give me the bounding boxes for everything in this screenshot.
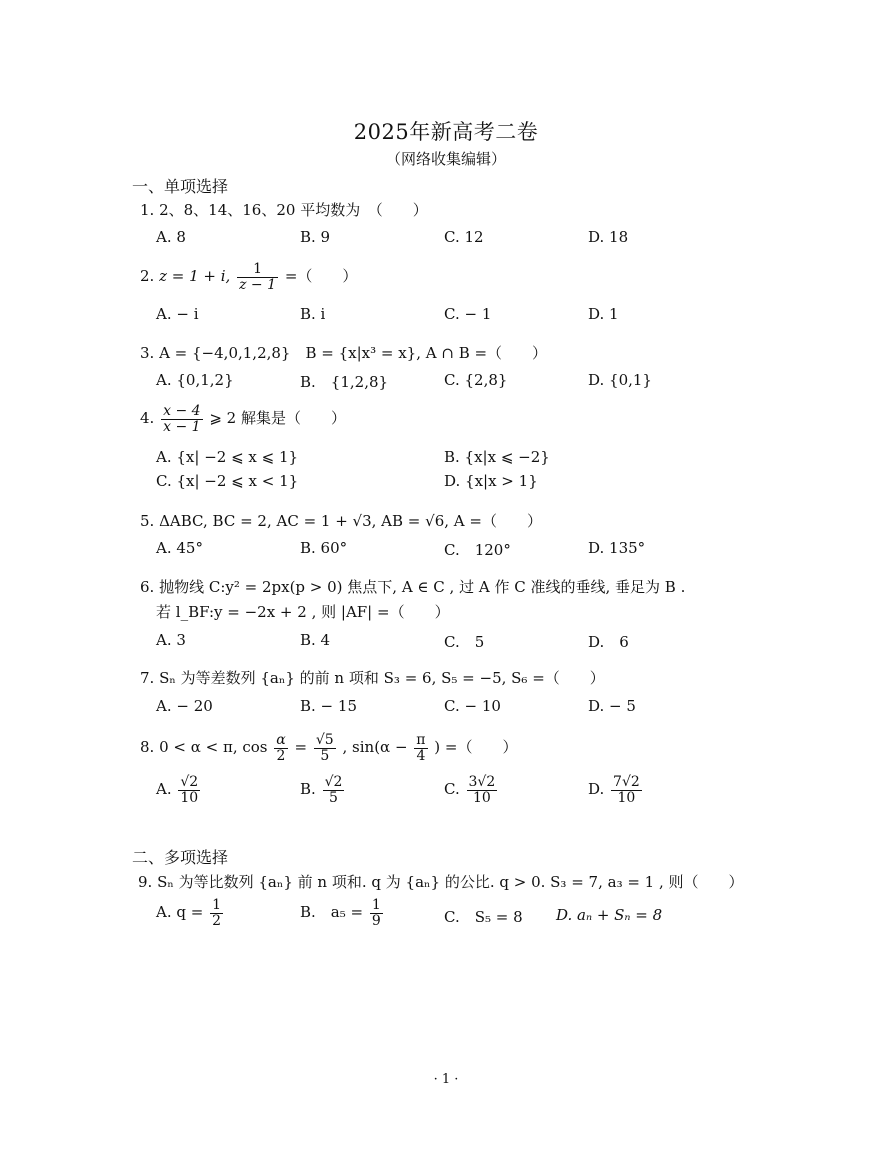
question-8-stem <box>140 733 517 763</box>
question-6-option-a: A. 3 <box>156 631 186 649</box>
section-heading-multiple-choice: 二、多项选择 <box>132 848 229 867</box>
question-9-option-a <box>156 898 225 928</box>
question-2-number: 2. <box>140 267 155 286</box>
fraction-denominator: 10 <box>180 789 199 806</box>
question-4-fraction <box>161 404 202 434</box>
option-text: A. q = <box>156 903 204 922</box>
question-3-option-d: D. {0,1} <box>588 371 652 389</box>
fraction-denominator: 4 <box>416 747 426 764</box>
fraction-denominator: 10 <box>472 789 491 806</box>
fraction-numerator: 7√2 <box>613 774 640 790</box>
option-label: B. <box>300 780 316 799</box>
option-label: C. <box>444 780 460 799</box>
question-2-option-b: B. i <box>300 305 326 323</box>
question-9-option-d: D. aₙ + Sₙ = 8 <box>556 906 663 924</box>
fraction-denominator: 5 <box>320 747 330 764</box>
question-2-fraction <box>237 262 278 292</box>
question-5-option-c: C. 120° <box>444 541 511 559</box>
question-9-option-b <box>300 898 385 928</box>
question-4-post: ⩾ 2 解集是（ ） <box>209 409 346 428</box>
question-5-option-a: A. 45° <box>156 539 203 557</box>
fraction-denominator: z − 1 <box>239 276 277 293</box>
fraction-denominator: 5 <box>329 789 338 806</box>
question-2-post: =（ ） <box>284 267 358 286</box>
question-6-option-d: D. 6 <box>588 633 629 651</box>
fraction-denominator: 10 <box>617 789 636 806</box>
fraction-denominator: x − 1 <box>163 418 201 435</box>
question-2-option-c: C. − 1 <box>444 305 492 323</box>
fraction-numerator: α <box>276 732 286 748</box>
question-3-stem: 3. A = {−4,0,1,2,8} B = {x|x³ = x}, A ∩ B =（ ） <box>140 344 548 362</box>
question-4-option-a: A. {x| −2 ⩽ x ⩽ 1} <box>156 448 299 466</box>
question-8-option-b <box>300 775 346 805</box>
question-5-option-b: B. 60° <box>300 539 348 557</box>
question-7-option-d: D. − 5 <box>588 697 636 715</box>
option-fraction <box>210 898 223 928</box>
question-8-equals: = <box>294 738 308 757</box>
fraction-denominator: 2 <box>212 912 222 929</box>
question-5-stem: 5. ΔABC, BC = 2, AC = 1 + √3, AB = √6, A =（ ） <box>140 512 542 530</box>
question-7-option-a: A. − 20 <box>156 697 213 715</box>
fraction-numerator: √2 <box>180 774 199 790</box>
question-1-option-d: D. 18 <box>588 228 629 246</box>
question-2-stem <box>140 262 357 292</box>
fraction-denominator: 9 <box>371 912 381 929</box>
question-1-option-c: C. 12 <box>444 228 484 246</box>
question-4-option-c: C. {x| −2 ⩽ x < 1} <box>156 472 299 490</box>
fraction-numerator: 3√2 <box>468 774 496 790</box>
question-8-option-c <box>444 775 499 805</box>
fraction-numerator: 1 <box>237 262 278 278</box>
option-fraction <box>178 775 200 805</box>
question-8-fraction-pi-quarter <box>414 733 427 763</box>
fraction-numerator: 1 <box>212 897 222 913</box>
question-4-number: 4. <box>140 409 155 428</box>
question-8-option-d <box>588 775 644 805</box>
question-2-option-d: D. 1 <box>588 305 619 323</box>
question-3-option-b: B. {1,2,8} <box>300 373 389 391</box>
question-4-option-b: B. {x|x ⩽ −2} <box>444 448 550 466</box>
question-8-mid: , sin(α − <box>342 738 408 757</box>
question-4-option-d: D. {x|x > 1} <box>444 472 538 490</box>
question-5-option-d: D. 135° <box>588 539 646 557</box>
fraction-numerator: x − 4 <box>163 403 201 419</box>
fraction-numerator: √5 <box>315 732 334 748</box>
option-label: D. <box>588 780 605 799</box>
question-2-option-a: A. − i <box>156 305 199 323</box>
question-4-stem <box>140 404 346 434</box>
question-9-option-c: C. S₅ = 8 <box>444 908 523 926</box>
question-7-option-b: B. − 15 <box>300 697 357 715</box>
fraction-denominator: 2 <box>276 747 286 764</box>
question-6-option-c: C. 5 <box>444 633 485 651</box>
question-2-pre: z = 1 + i, <box>159 267 231 286</box>
question-1-stem: 1. 2、8、14、16、20 平均数为 （ ） <box>140 201 428 219</box>
question-3-option-a: A. {0,1,2} <box>156 371 234 389</box>
question-8-post: ) =（ ） <box>434 738 518 757</box>
question-8-option-a <box>156 775 202 805</box>
option-fraction <box>611 775 642 805</box>
option-fraction <box>370 898 383 928</box>
question-3-option-c: C. {2,8} <box>444 371 508 389</box>
page-title: 2025年新高考二卷 <box>353 120 539 144</box>
question-6-line-1: 6. 抛物线 C:y² = 2px(p > 0) 焦点下, A ∈ C , 过 A 作 C 准线的垂线, 垂足为 B . <box>140 578 686 596</box>
option-fraction <box>467 775 498 805</box>
question-8-fraction-root5 <box>314 733 336 763</box>
fraction-numerator: √2 <box>324 774 343 790</box>
page-number: · 1 · <box>433 1072 459 1087</box>
fraction-numerator: π <box>416 732 426 748</box>
option-label: A. <box>156 780 172 799</box>
question-6-line-2: 若 l_BF:y = −2x + 2 , 则 |AF| =（ ） <box>156 603 450 621</box>
question-1-option-a: A. 8 <box>156 228 186 246</box>
question-1-option-b: B. 9 <box>300 228 331 246</box>
question-6-option-b: B. 4 <box>300 631 331 649</box>
question-9-stem: 9. Sₙ 为等比数列 {aₙ} 前 n 项和. q 为 {aₙ} 的公比. q > 0. S₃ = 7, a₃ = 1 , 则（ ） <box>138 873 744 891</box>
option-text: B. a₅ = <box>300 903 364 922</box>
question-8-pre: 8. 0 < α < π, cos <box>140 738 268 757</box>
page-subtitle: （网络收集编辑） <box>385 150 506 168</box>
option-fraction <box>323 775 345 805</box>
fraction-numerator: 1 <box>371 897 381 913</box>
question-7-option-c: C. − 10 <box>444 697 501 715</box>
section-heading-single-choice: 一、单项选择 <box>132 177 229 196</box>
question-7-stem: 7. Sₙ 为等差数列 {aₙ} 的前 n 项和 S₃ = 6, S₅ = −5, S₆ =（ ） <box>140 669 605 687</box>
question-8-fraction-alpha-half <box>274 733 287 763</box>
